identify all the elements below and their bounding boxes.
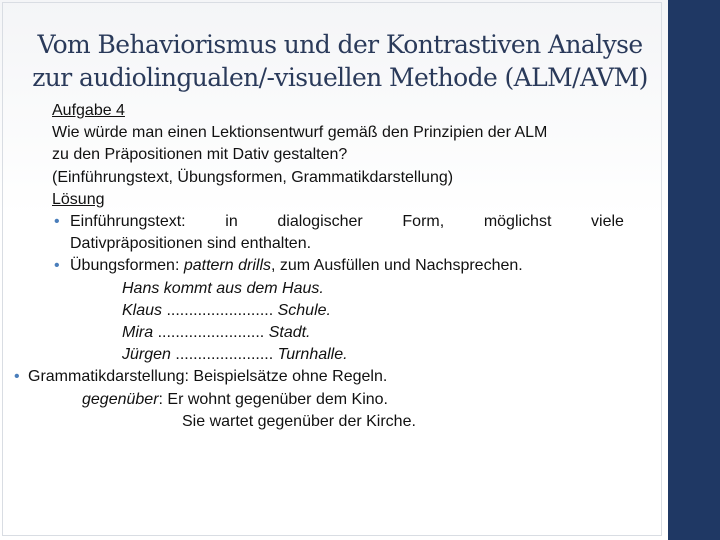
task-heading: Aufgabe 4: [52, 102, 125, 119]
example-start: Jürgen: [122, 346, 176, 364]
bullet-introductory-text: [52, 211, 624, 255]
example-sentence: [70, 278, 624, 300]
bullet-dot-icon: •: [14, 368, 20, 386]
bullet-dot-icon: •: [54, 257, 60, 275]
preposition-term: gegenüber: [82, 390, 159, 408]
example-start: Klaus: [122, 301, 167, 319]
example-start: Hans kommt aus dem Haus.: [122, 279, 324, 297]
word: Einführungstext:: [70, 213, 186, 231]
task-line-2: zu den Präpositionen mit Dativ gestalten?: [52, 146, 348, 164]
example-sentence: [70, 322, 624, 344]
word: Form,: [402, 213, 445, 231]
example-end: Stadt.: [264, 324, 311, 342]
example-end: Turnhalle.: [273, 346, 348, 364]
bullet-2-prefix: Übungsformen:: [70, 257, 184, 275]
slide-title: [20, 28, 660, 94]
bullet-3-text: Grammatikdarstellung: Beispielsätze ohne Regeln.: [28, 368, 388, 386]
title-line-2: zur audiolingualen/-visuellen Methode (ALM/AVM): [32, 63, 648, 92]
bullet-1-line-1: [70, 211, 624, 233]
example-blank: ........................: [166, 301, 274, 319]
pattern-drills-term: pattern drills: [183, 257, 271, 275]
task-line-1: Wie würde man einen Lektionsentwurf gemäß den Prinzipien der ALM: [52, 124, 548, 142]
bullet-2-text: [70, 255, 624, 277]
example-start: Mira: [122, 324, 158, 342]
slide-body: [14, 100, 624, 433]
bullet-dot-icon: •: [54, 213, 60, 231]
title-line-1: Vom Behaviorismus und der Kontrastiven Analyse: [37, 30, 643, 59]
word: dialogischer: [277, 213, 363, 231]
bullet-1-line-2: Dativpräpositionen sind enthalten.: [70, 235, 312, 253]
example-end: Schule.: [273, 301, 331, 319]
example-sentence: [70, 344, 624, 366]
example-blank: ......................: [175, 346, 274, 364]
bullet-grammar-presentation: [8, 366, 624, 433]
task-line-3: (Einführungstext, Übungsformen, Grammatikdarstellung): [52, 168, 454, 186]
solution-heading: Lösung: [52, 190, 105, 208]
bullet-2-suffix: , zum Ausfüllen und Nachsprechen.: [271, 257, 523, 275]
grammar-example-1-rest: : Er wohnt gegenüber dem Kino.: [158, 390, 388, 408]
grammar-example-2: Sie wartet gegenüber der Kirche.: [182, 412, 416, 430]
example-sentence: [70, 300, 624, 322]
example-blank: ........................: [157, 324, 265, 342]
word: in: [225, 213, 238, 231]
word: möglichst: [483, 213, 552, 231]
grammar-example-1: [28, 389, 624, 411]
word: viele: [591, 213, 624, 231]
bullet-exercise-forms: [52, 255, 624, 366]
sidebar-accent-bar: [668, 0, 720, 540]
